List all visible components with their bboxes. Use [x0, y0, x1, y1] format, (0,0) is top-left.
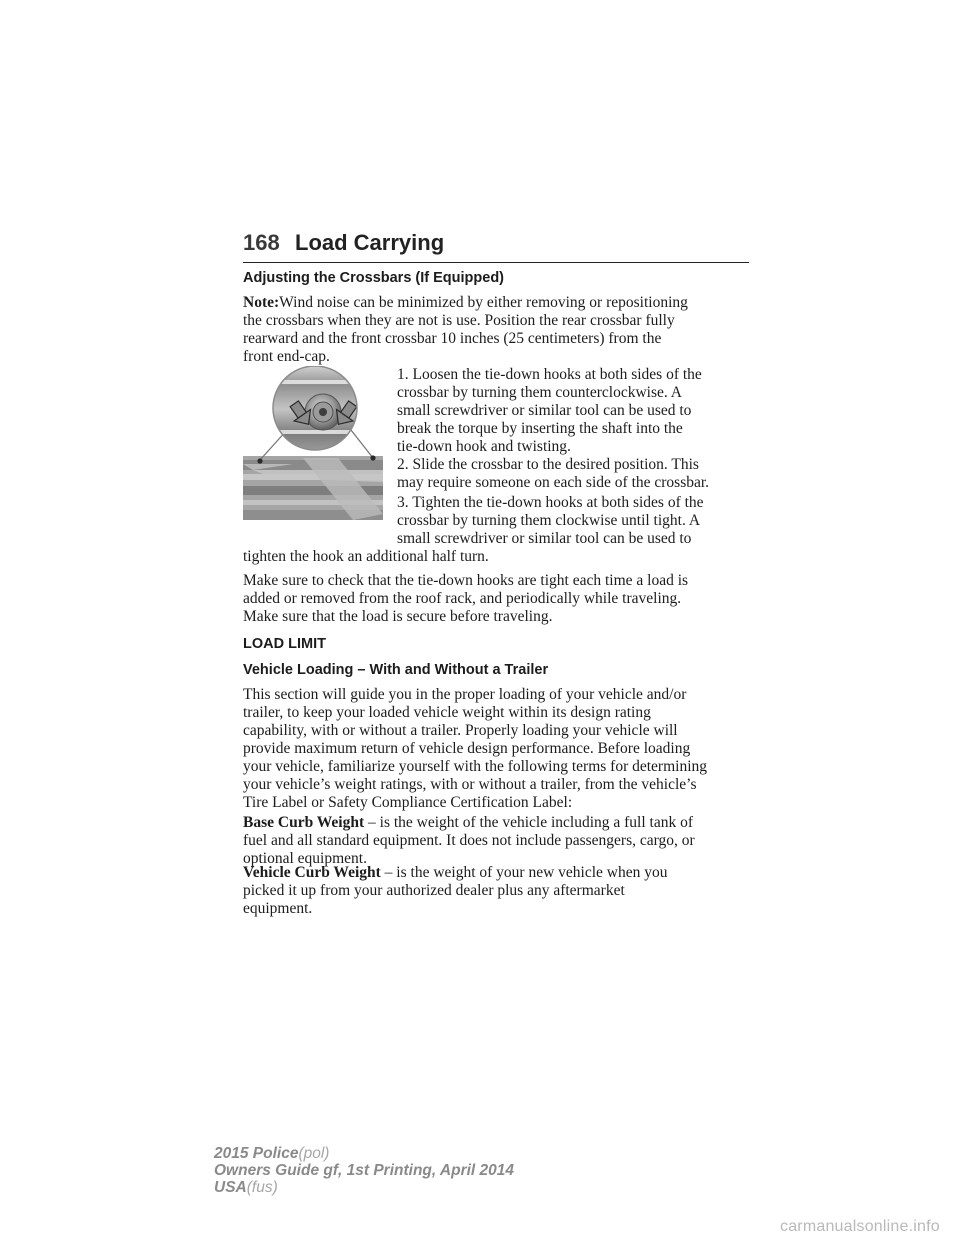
check-paragraph: [243, 572, 753, 626]
print-footer: [214, 1145, 514, 1196]
intro-line: provide maximum return of vehicle design performance. Before loading: [243, 740, 691, 757]
page-number: 168: [243, 230, 280, 255]
intro-paragraph: [243, 686, 753, 812]
footer-model-code: (pol): [298, 1145, 330, 1162]
base-curb-weight-definition: [243, 814, 753, 868]
step-1-line: 1. Loosen the tie-down hooks at both sides of the: [397, 366, 702, 383]
note-label: Note:: [243, 294, 280, 311]
intro-line: capability, with or without a trailer. Properly loading your vehicle will: [243, 722, 678, 739]
step-3-line: small screwdriver or similar tool can be used to: [397, 530, 692, 547]
definition-line: fuel and all standard equipment. It does not include passengers, cargo, or: [243, 832, 695, 849]
vehicle-curb-weight-definition: [243, 864, 753, 918]
vehicle-curb-weight-term: Vehicle Curb Weight: [243, 864, 381, 881]
note-line-3: rearward and the front crossbar 10 inches (25 centimeters) from the: [243, 330, 662, 347]
step-1-line: small screwdriver or similar tool can be used to: [397, 402, 692, 419]
step-1-line: break the torque by inserting the shaft into the: [397, 420, 683, 437]
step-1-line: tie-down hook and twisting.: [397, 438, 571, 455]
intro-line: your vehicle’s weight ratings, with or without a trailer, from the vehicle’s: [243, 776, 697, 793]
intro-line: Tire Label or Safety Compliance Certification Label:: [243, 794, 573, 811]
check-line: Make sure that the load is secure before traveling.: [243, 608, 553, 625]
step-2: [397, 456, 753, 492]
step-1-line: crossbar by turning them counterclockwise. A: [397, 384, 682, 401]
definition-line: equipment.: [243, 900, 313, 917]
definition-line: picked it up from your authorized dealer plus any aftermarket: [243, 882, 625, 899]
definition-line: – is the weight of the vehicle including a full tank of: [364, 814, 694, 831]
note-paragraph: [243, 294, 753, 366]
load-limit-heading: LOAD LIMIT: [243, 636, 326, 652]
check-line: added or removed from the roof rack, and periodically while traveling.: [243, 590, 682, 607]
base-curb-weight-term: Base Curb Weight: [243, 814, 365, 831]
chapter-title: Load Carrying: [295, 230, 445, 255]
note-line-4: front end-cap.: [243, 348, 330, 365]
intro-line: trailer, to keep your loaded vehicle weight within its design rating: [243, 704, 651, 721]
page-header: [243, 230, 749, 263]
intro-line: your vehicle, familiarize yourself with the following terms for determining: [243, 758, 708, 775]
definition-line: – is the weight of your new vehicle when you: [380, 864, 668, 881]
step-1: [397, 366, 753, 456]
step-3-continuation: tighten the hook an additional half turn.: [243, 548, 489, 565]
section-heading-crossbars: Adjusting the Crossbars (If Equipped): [243, 270, 505, 286]
note-line-1: Wind noise can be minimized by either removing or repositioning: [279, 294, 688, 311]
crossbar-tie-down-hook-illustration: [243, 366, 383, 520]
footer-guide-info: Owners Guide gf, 1st Printing, April 2014: [214, 1162, 515, 1179]
step-2-line: may require someone on each side of the crossbar.: [397, 474, 710, 491]
step-3-line: crossbar by turning them clockwise until tight. A: [397, 512, 701, 529]
step-3: [397, 494, 753, 548]
check-line: Make sure to check that the tie-down hooks are tight each time a load is: [243, 572, 689, 589]
footer-model: 2015 Police: [214, 1145, 299, 1162]
intro-line: This section will guide you in the proper loading of your vehicle and/or: [243, 686, 687, 703]
step-2-line: 2. Slide the crossbar to the desired position. This: [397, 456, 699, 473]
step-3-line: 3. Tighten the tie-down hooks at both sides of the: [397, 494, 704, 511]
footer-market: USA: [214, 1179, 247, 1196]
footer-market-code: (fus): [246, 1179, 278, 1196]
crossbar-tie-down-hook-icon: [243, 366, 383, 520]
watermark: carmanualsonline.info: [780, 1218, 940, 1235]
definition-line: optional equipment.: [243, 850, 367, 867]
vehicle-loading-subheading: Vehicle Loading – With and Without a Trailer: [243, 662, 549, 678]
note-line-2: the crossbars when they are not is use. Position the rear crossbar fully: [243, 312, 675, 329]
